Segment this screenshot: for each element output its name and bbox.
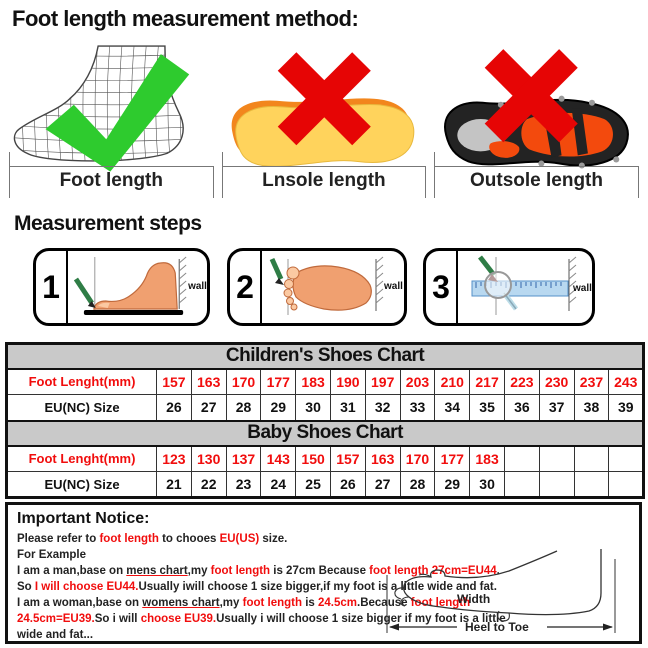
pencil-icon: [272, 259, 284, 285]
size-cell: 23: [226, 472, 261, 498]
size-cell: 183: [470, 446, 505, 472]
size-cell: 157: [157, 369, 192, 395]
step-3-box: [423, 248, 595, 326]
step-2-box: [227, 248, 407, 326]
size-cell: 29: [435, 472, 470, 498]
size-cell: 26: [157, 395, 192, 421]
size-cell: 150: [296, 446, 331, 472]
size-cell: 163: [365, 446, 400, 472]
size-cell: 29: [261, 395, 296, 421]
size-cell: 170: [226, 369, 261, 395]
wireframe-foot-image: [5, 40, 218, 166]
wireframe-foot-art: [5, 40, 218, 172]
size-table: [5, 342, 645, 499]
important-notice-box: [5, 502, 642, 644]
size-cell: [609, 446, 644, 472]
foot-top-art: [293, 266, 371, 310]
size-cell: 34: [435, 395, 470, 421]
figure-label: Foot length: [59, 170, 163, 191]
measure-bracket: [222, 166, 427, 198]
table-row: [7, 472, 644, 498]
foot-side-art: [94, 263, 177, 309]
notice-line: For Example: [17, 549, 87, 561]
size-cell: 137: [226, 446, 261, 472]
size-cell: 27: [191, 395, 226, 421]
size-cell: 27: [365, 472, 400, 498]
size-table-body: [7, 344, 644, 498]
size-cell: 26: [330, 472, 365, 498]
notice-heading: Important Notice:: [17, 510, 150, 527]
size-cell: 130: [191, 446, 226, 472]
step-1-illustration: [68, 251, 207, 323]
wall-label: wall: [384, 281, 403, 292]
notice-line: Please refer to foot length to chooes EU(US) size.: [17, 533, 288, 545]
size-cell: 203: [400, 369, 435, 395]
size-cell: [574, 446, 609, 472]
size-cell: 217: [470, 369, 505, 395]
size-cell: 123: [157, 446, 192, 472]
size-cell: 223: [504, 369, 539, 395]
size-cell: [574, 472, 609, 498]
outsole-image: [430, 40, 643, 166]
size-cell: 230: [539, 369, 574, 395]
size-cell: 38: [574, 395, 609, 421]
step-1-box: [33, 248, 210, 326]
step-number: 2: [230, 251, 262, 323]
size-cell: 183: [296, 369, 331, 395]
size-cell: 39: [609, 395, 644, 421]
width-label: Width: [457, 592, 491, 606]
size-cell: 35: [470, 395, 505, 421]
size-cell: 190: [330, 369, 365, 395]
size-cell: 30: [470, 472, 505, 498]
size-cell: 157: [330, 446, 365, 472]
size-cell: [609, 472, 644, 498]
size-cell: 36: [504, 395, 539, 421]
insole-image: [218, 40, 431, 166]
measure-bracket: [9, 166, 214, 198]
row-header: EU(NC) Size: [7, 472, 157, 498]
heel-to-toe-label: Heel to Toe: [465, 620, 529, 634]
notice-line: 24.5cm=EU39.So i will choose EU39.Usually i will choose 1 size bigger if my foot is a little: [17, 613, 506, 625]
size-cell: 22: [191, 472, 226, 498]
table-row: [7, 446, 644, 472]
pencil-icon: [76, 279, 96, 308]
row-header: EU(NC) Size: [7, 395, 157, 421]
notice-line: So I will choose EU44.Usually iwill choose 1 size bigger,if my foot is a little wide and fat.: [17, 581, 497, 593]
page-title: Foot length measurement method:: [12, 6, 359, 31]
size-cell: 28: [400, 472, 435, 498]
notice-line: I am a man,base on mens chart,my foot length is 27cm Because foot length 27cm=EU44.: [17, 565, 500, 577]
figure-insole-length: [218, 40, 431, 200]
chart-title: Baby Shoes Chart: [7, 421, 644, 446]
wall-hatch: [179, 257, 186, 309]
size-cell: 32: [365, 395, 400, 421]
size-cell: 25: [296, 472, 331, 498]
size-cell: 170: [400, 446, 435, 472]
figure-outsole-length: [430, 40, 643, 200]
wall-label: wall: [573, 283, 592, 294]
wall-hatch: [376, 257, 383, 311]
size-cell: 24: [261, 472, 296, 498]
notice-line: I am a woman,base on womens chart,my foot length is 24.5cm.Because foot length: [17, 597, 471, 609]
size-cell: 21: [157, 472, 192, 498]
size-cell: 33: [400, 395, 435, 421]
size-cell: [504, 446, 539, 472]
size-cell: 37: [539, 395, 574, 421]
step-3-illustration: [458, 251, 592, 323]
figure-foot-length: [5, 40, 218, 200]
figure-label: Outsole length: [469, 170, 603, 191]
measure-bracket: [434, 166, 639, 198]
size-cell: [539, 472, 574, 498]
size-cell: 163: [191, 369, 226, 395]
table-row: [7, 369, 644, 395]
notice-line: wide and fat...: [17, 629, 94, 641]
size-cell: 177: [261, 369, 296, 395]
step-number: 3: [426, 251, 458, 323]
method-figures-row: [5, 40, 643, 200]
step-2-illustration: [262, 251, 404, 323]
table-row: [7, 395, 644, 421]
figure-label: Lnsole length: [262, 170, 386, 191]
outsole-art: [430, 40, 643, 172]
size-cell: 31: [330, 395, 365, 421]
foot-outline-art: [404, 549, 601, 615]
size-cell: 243: [609, 369, 644, 395]
size-cell: [504, 472, 539, 498]
size-cell: 143: [261, 446, 296, 472]
size-cell: 28: [226, 395, 261, 421]
step-number: 1: [36, 251, 68, 323]
size-cell: 197: [365, 369, 400, 395]
size-cell: 237: [574, 369, 609, 395]
insole-art: [218, 40, 431, 172]
foot-measure-diagram: [379, 545, 629, 641]
steps-heading: Measurement steps: [14, 212, 202, 235]
size-cell: 177: [435, 446, 470, 472]
row-header: Foot Lenght(mm): [7, 446, 157, 472]
size-cell: 30: [296, 395, 331, 421]
size-cell: 210: [435, 369, 470, 395]
wall-label: wall: [188, 280, 207, 293]
chart-title: Children's Shoes Chart: [7, 344, 644, 369]
size-cell: [539, 446, 574, 472]
row-header: Foot Lenght(mm): [7, 369, 157, 395]
